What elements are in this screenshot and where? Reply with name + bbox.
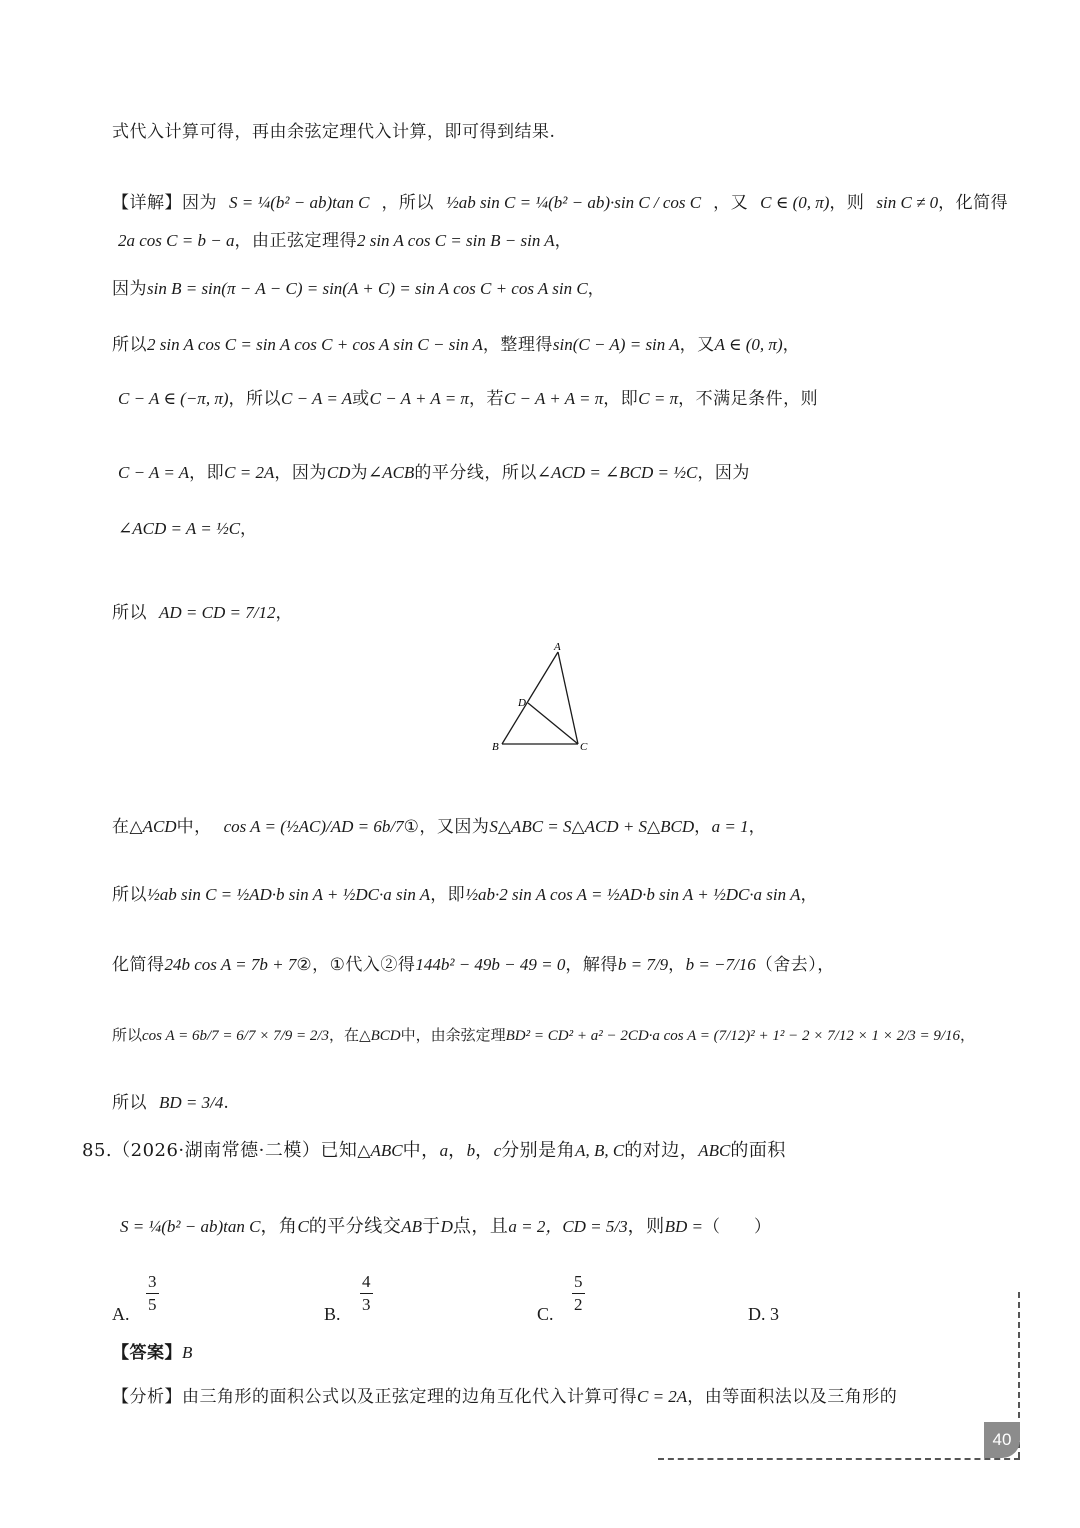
- text: ，即: [189, 463, 225, 483]
- numerator: 4: [360, 1272, 373, 1294]
- formula: BD =: [664, 1217, 704, 1236]
- text-line: [118, 390, 818, 408]
- text: ，即: [430, 885, 466, 905]
- denominator: 3: [362, 1295, 371, 1314]
- text: ，由正弦定理得: [234, 231, 357, 251]
- option-d: [748, 1304, 779, 1325]
- denominator: 2: [574, 1295, 583, 1314]
- formula: S△ABC = S△ACD + S△BCD: [489, 817, 695, 836]
- text: ，若: [468, 389, 504, 409]
- text-line: [112, 194, 1008, 212]
- text: 所以: [112, 1026, 143, 1044]
- text: 85.（2026·湖南常德·二模）已知: [82, 1140, 358, 1161]
- formula: △BCD: [359, 1028, 401, 1044]
- formula: AD = CD = 7/12: [159, 603, 276, 622]
- text: ，即: [603, 389, 639, 409]
- formula: ∠ACB: [367, 463, 415, 482]
- formula: A ∈ (0, π): [714, 335, 783, 354]
- text: 中，: [402, 1140, 440, 1161]
- option-b-fraction: [360, 1272, 373, 1315]
- text-line: [112, 124, 555, 141]
- text: ，角: [260, 1216, 298, 1237]
- numerator: 3: [146, 1272, 159, 1294]
- formula: c: [493, 1141, 502, 1160]
- answer-blank: （ ）: [703, 1217, 772, 1236]
- formula: ½ab·2 sin A cos A = ½AD·b sin A + ½DC·a sin A: [465, 885, 801, 904]
- text: 【详解】因为: [112, 193, 217, 213]
- text: 为: [350, 463, 368, 483]
- text: ，在: [329, 1026, 360, 1044]
- text: ，: [694, 817, 712, 837]
- option-d-value: 3: [770, 1304, 779, 1324]
- text: 的面积: [730, 1140, 786, 1161]
- text: 所以: [112, 885, 147, 905]
- formula: 24b cos A = 7b + 7: [164, 955, 297, 974]
- text-line: [112, 1028, 975, 1044]
- text: ，因为: [274, 463, 327, 483]
- formula: C − A + A = π: [369, 389, 469, 408]
- formula: C: [297, 1217, 309, 1236]
- text: ，: [960, 1026, 976, 1044]
- text: ①，又因为: [403, 817, 490, 837]
- answer-value: B: [182, 1343, 193, 1362]
- formula: sin B = sin(π − A − C) = sin(A + C) = sin A cos C + cos A sin C: [147, 279, 588, 298]
- numerator: 5: [572, 1272, 585, 1294]
- triangle-figure: [480, 640, 600, 760]
- text: 所以: [112, 335, 147, 355]
- text: ，: [668, 955, 686, 975]
- text: ②，①代入②得: [296, 955, 416, 975]
- analysis-line: [112, 1388, 897, 1406]
- formula: C = 2A: [224, 463, 275, 482]
- option-b-label: B.: [324, 1304, 341, 1324]
- option-a-label: A.: [112, 1304, 130, 1324]
- formula: sin C ≠ 0: [876, 193, 939, 212]
- formula: D: [440, 1217, 453, 1236]
- formula: ½ab sin C = ½AD·b sin A + ½DC·a sin A: [147, 885, 431, 904]
- answer-line: [112, 1344, 192, 1362]
- text: ，化简得: [938, 193, 1009, 213]
- question-line: [120, 1218, 771, 1236]
- formula: AB: [401, 1217, 423, 1236]
- formula: b = 7/9: [617, 955, 669, 974]
- text: ，: [240, 519, 258, 539]
- text: 因为: [112, 279, 147, 299]
- formula: A, B, C: [575, 1141, 625, 1160]
- text-line: [112, 886, 818, 904]
- formula: sin(C − A) = sin A: [552, 335, 680, 354]
- text: ，不满足条件，则: [678, 389, 819, 409]
- text: 的平分线交: [308, 1216, 402, 1237]
- text-line: [118, 520, 258, 538]
- option-c-fraction: [572, 1272, 585, 1315]
- text: ，所以: [228, 389, 281, 409]
- text-line: [112, 336, 800, 354]
- text-line: [112, 604, 293, 622]
- text: 在: [112, 817, 130, 837]
- text: ，: [800, 885, 818, 905]
- formula: cos A = (½AC)/AD = 6b/7: [223, 817, 404, 836]
- text: 分别是角: [501, 1140, 576, 1161]
- option-d-label: D.: [748, 1304, 766, 1324]
- formula: S = ¼(b² − ab)tan C: [120, 1217, 261, 1236]
- text: 中，: [176, 817, 212, 837]
- formula: C − A ∈ (−π, π): [118, 389, 229, 408]
- text: 的对边，: [624, 1140, 699, 1161]
- formula: 2 sin A cos C = sin A cos C + cos A sin C − sin A: [147, 335, 483, 354]
- question-stem: [82, 1142, 786, 1160]
- text-line: [112, 1094, 229, 1112]
- formula: a = 1: [711, 817, 749, 836]
- formula: b: [466, 1141, 476, 1160]
- formula: S = ¼(b² − ab)tan C: [229, 193, 370, 212]
- text: 点，且: [452, 1216, 509, 1237]
- text: ，因为: [697, 463, 750, 483]
- text-line: [112, 280, 605, 298]
- formula: △ABC: [357, 1141, 403, 1160]
- formula: a = 2，CD = 5/3: [508, 1217, 628, 1236]
- text: 或: [352, 389, 370, 409]
- text-line: [118, 464, 750, 482]
- page-border-horizontal: [658, 1458, 1020, 1460]
- text: ，: [448, 1140, 467, 1161]
- text: 所以: [112, 1093, 147, 1113]
- text-line: [112, 818, 766, 836]
- text: ，: [782, 335, 801, 355]
- formula: b = −7/16: [685, 955, 756, 974]
- label-d: D: [518, 697, 526, 709]
- text: ，又: [713, 193, 749, 213]
- formula: ∠ACD = A = ½C: [118, 519, 241, 538]
- option-c-label: C.: [537, 1304, 554, 1324]
- text: ，解得: [565, 955, 618, 975]
- formula: 144b² − 49b − 49 = 0: [415, 955, 566, 974]
- text: ，又: [679, 335, 715, 355]
- formula: C = 2A: [637, 1387, 688, 1406]
- text: 中，由余弦定理: [400, 1026, 506, 1044]
- formula: ½ab sin C = ¼(b² − ab)·sin C / cos C: [445, 193, 702, 212]
- option-a-fraction: [146, 1272, 159, 1315]
- formula: ∠ACD = ∠BCD = ½C: [536, 463, 698, 482]
- denominator: 5: [148, 1295, 157, 1314]
- formula: BD² = CD² + a² − 2CD·a cos A = (7/12)² + 1² − 2 × 7/12 × 1 × 2/3 = 9/16: [505, 1028, 961, 1044]
- formula: BD = 3/4: [159, 1093, 224, 1112]
- formula: C ∈ (0, π): [760, 193, 830, 212]
- text: ，所以: [381, 193, 434, 213]
- formula: CD: [326, 463, 351, 482]
- formula: cos A = 6b/7 = 6/7 × 7/9 = 2/3: [142, 1028, 330, 1044]
- text: ，: [587, 279, 606, 299]
- text: 式代入计算可得，再由余弦定理代入计算，即可得到结果.: [112, 122, 556, 142]
- formula: C − A = A: [281, 389, 353, 408]
- formula: △ACD: [129, 817, 177, 836]
- formula: C − A = A: [118, 463, 190, 482]
- page-number: 40: [984, 1422, 1020, 1458]
- formula: ABC: [698, 1141, 731, 1160]
- label-a: A: [554, 641, 561, 653]
- text: ，则: [829, 193, 865, 213]
- text-line: [118, 232, 572, 250]
- answer-label: 【答案】: [112, 1343, 182, 1363]
- formula: a: [439, 1141, 449, 1160]
- text-line: [112, 956, 835, 974]
- text: ，则: [627, 1216, 665, 1237]
- text: .: [223, 1093, 230, 1113]
- text: ，: [275, 603, 293, 623]
- label-b: B: [492, 741, 499, 753]
- text: 于: [422, 1216, 441, 1237]
- label-c: C: [580, 741, 588, 753]
- text: ，整理得: [482, 335, 553, 355]
- side-ab: [502, 652, 558, 744]
- text: ，: [475, 1140, 494, 1161]
- formula: 2a cos C = b − a: [118, 231, 235, 250]
- text: 的平分线，所以: [414, 463, 537, 483]
- text: ，: [748, 817, 767, 837]
- text: （舍去），: [755, 955, 835, 975]
- text: ，由等面积法以及三角形的: [687, 1387, 898, 1407]
- text: 所以: [112, 603, 147, 623]
- formula: 2 sin A cos C = sin B − sin A: [356, 231, 555, 250]
- text: 【分析】由三角形的面积公式以及正弦定理的边角互化代入计算可得: [112, 1387, 637, 1407]
- formula: C = π: [638, 389, 679, 408]
- formula: C − A + A = π: [503, 389, 604, 408]
- text: 化简得: [112, 955, 165, 975]
- text: ，: [554, 231, 573, 251]
